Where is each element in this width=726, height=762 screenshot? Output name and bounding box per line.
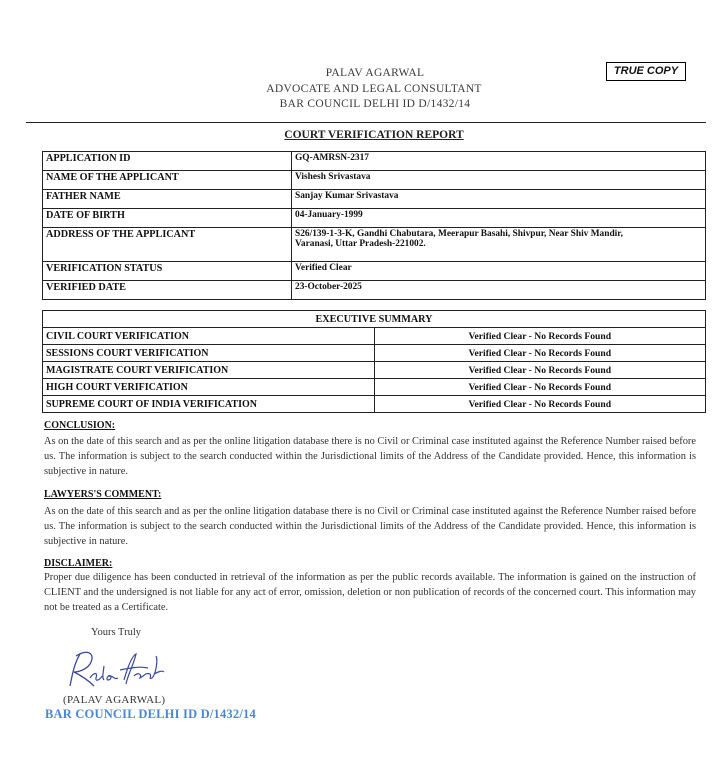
table-row xyxy=(43,209,706,228)
father-name-value: Sanjay Kumar Srivastava xyxy=(292,190,706,209)
table-row xyxy=(43,228,706,262)
summary-row-label: SUPREME COURT OF INDIA VERIFICATION xyxy=(43,396,375,413)
header-divider xyxy=(26,122,706,123)
dob-label: DATE OF BIRTH xyxy=(43,209,292,228)
summary-row-label: CIVIL COURT VERIFICATION xyxy=(43,328,375,345)
summary-row-value: Verified Clear - No Records Found xyxy=(374,328,706,345)
table-row xyxy=(43,345,706,362)
conclusion-heading: CONCLUSION: xyxy=(44,420,116,431)
application-id-label: APPLICATION ID xyxy=(43,152,292,171)
summary-row-value: Verified Clear - No Records Found xyxy=(374,379,706,396)
header-bar-council-id: BAR COUNCIL DELHI ID D/1432/14 xyxy=(279,98,471,110)
verification-status-label: VERIFICATION STATUS xyxy=(43,262,292,281)
verified-date-label: VERIFIED DATE xyxy=(43,281,292,300)
table-row xyxy=(43,152,706,171)
summary-row-value: Verified Clear - No Records Found xyxy=(374,362,706,379)
report-title: COURT VERIFICATION REPORT xyxy=(284,129,464,141)
table-row xyxy=(43,281,706,300)
summary-row-value: Verified Clear - No Records Found xyxy=(374,345,706,362)
executive-summary-table xyxy=(42,310,706,413)
lawyers-comment-heading: LAWYERS'S COMMENT: xyxy=(44,489,162,500)
closing-salutation: Yours Truly xyxy=(91,627,142,638)
signatory-name: (PALAV AGARWAL) xyxy=(63,694,166,706)
father-name-label: FATHER NAME xyxy=(43,190,292,209)
summary-row-label: HIGH COURT VERIFICATION xyxy=(43,379,375,396)
conclusion-text: As on the date of this search and as per the online litigation database there is no Civil or Criminal case instituted against the Reference Number raised before us. The information is subject to the search conducted within the Jurisdictional limits of the Address of the Candidate provided. Hence, this information is subjective in nature. xyxy=(44,436,696,477)
address-line-1: S26/139-1-3-K, Gandhi Chabutara, Meerapur Basahi, Shivpur, Near Shiv Mandir, xyxy=(295,229,623,239)
table-row xyxy=(43,171,706,190)
summary-row-label: SESSIONS COURT VERIFICATION xyxy=(43,345,375,362)
table-row xyxy=(43,262,706,281)
advocate-role: ADVOCATE AND LEGAL CONSULTANT xyxy=(266,82,482,95)
address-value xyxy=(292,228,706,262)
application-id-value: GQ-AMRSN-2317 xyxy=(292,152,706,171)
table-row xyxy=(43,362,706,379)
verified-date-value: 23-October-2025 xyxy=(292,281,706,300)
address-label: ADDRESS OF THE APPLICANT xyxy=(43,228,292,262)
executive-summary-title: EXECUTIVE SUMMARY xyxy=(43,311,706,328)
disclaimer-heading: DISCLAIMER: xyxy=(44,558,113,569)
signature-image xyxy=(66,646,166,692)
applicant-name-label: NAME OF THE APPLICANT xyxy=(43,171,292,190)
lawyers-comment-text: As on the date of this search and as per the online litigation database there is no Civil or Criminal case instituted against the Reference Number raised before us. The information is subject to the search conducted within the Jurisdictional limits of the Address of the Candidate provided. Hence, this information is subjective in nature. xyxy=(44,506,696,547)
disclaimer-text: Proper due diligence has been conducted in retrieval of the information as per the public records available. The information is gained on the instruction of CLIENT and the undersigned is not liable for any act of error, omission, deletion or non publication of records of the concerned court. This information may not be treated as a Certificate. xyxy=(44,572,696,613)
summary-row-value: Verified Clear - No Records Found xyxy=(374,396,706,413)
advocate-name: PALAV AGARWAL xyxy=(325,67,425,79)
table-row xyxy=(43,311,706,328)
summary-row-label: MAGISTRATE COURT VERIFICATION xyxy=(43,362,375,379)
table-row xyxy=(43,379,706,396)
true-copy-stamp: TRUE COPY xyxy=(606,62,686,81)
footer-bar-council-id: BAR COUNCIL DELHI ID D/1432/14 xyxy=(45,707,256,721)
table-row xyxy=(43,396,706,413)
applicant-info-table xyxy=(42,151,706,300)
address-line-2: Varanasi, Uttar Pradesh-221002. xyxy=(295,239,426,249)
table-row xyxy=(43,190,706,209)
table-row xyxy=(43,328,706,345)
verification-status-value: Verified Clear xyxy=(292,262,706,281)
applicant-name-value: Vishesh Srivastava xyxy=(292,171,706,190)
dob-value: 04-January-1999 xyxy=(292,209,706,228)
